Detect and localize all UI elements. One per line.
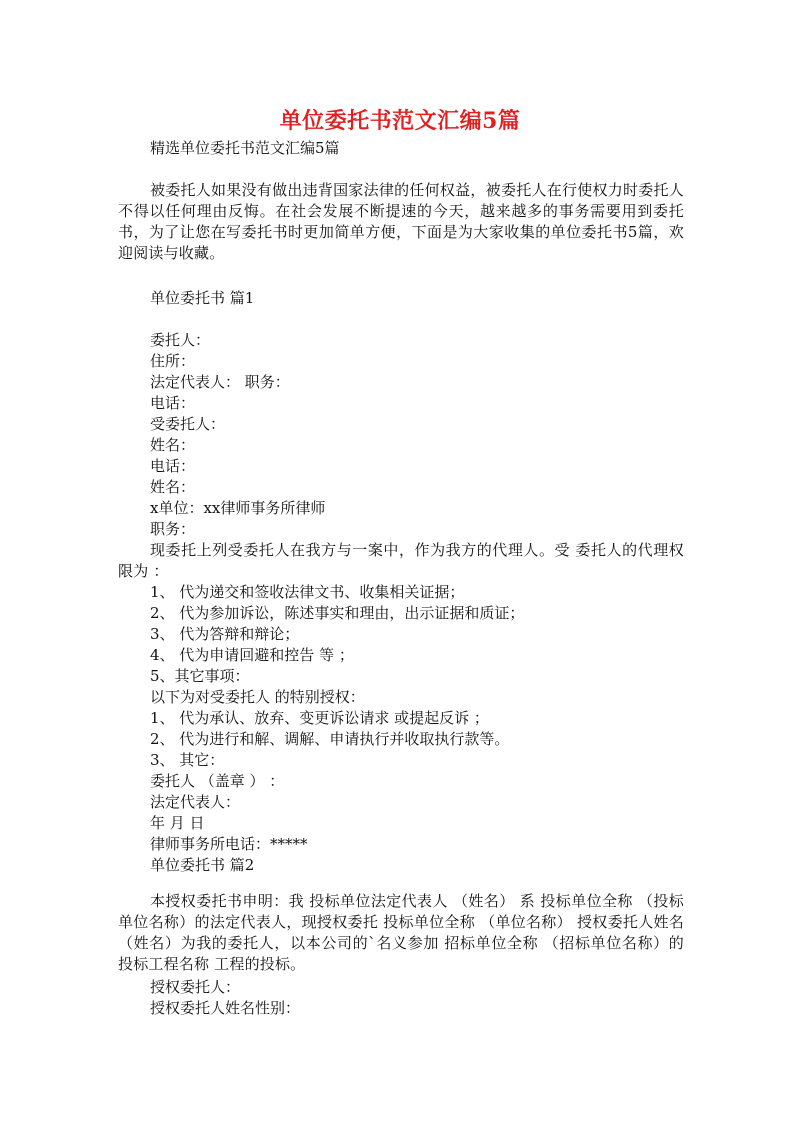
document-title: 单位委托书范文汇编5篇 (279, 108, 521, 134)
list-item: 委托人 （盖章 ） ： (150, 772, 285, 790)
list-item: 1、 代为递交和签收法律文书、收集相关证据； (150, 583, 465, 601)
field-line: 住所： (150, 352, 196, 370)
list-item: 5、其它事项： (150, 667, 250, 685)
list-item: 1、 代为承认、放弃、变更诉讼请求 或提起反诉 ； (150, 709, 489, 727)
document-subtitle: 精选单位委托书范文汇编5篇 (150, 139, 340, 157)
field-line: 职务： (150, 520, 196, 538)
intro-paragraph: 被委托人如果没有做出违背国家法律的任何权益，被委托人在行使权力时委托人不得以任何理由反悔。在社会发展不断提速的今天，越来越多的事务需要用到委托书，为了让您在写委托书时更加简单方便，下面是为大家收集的单位委托书5篇，欢迎阅读与收藏。 (118, 181, 684, 262)
list-item: 律师事务所电话：***** (150, 835, 308, 853)
authorization-paragraph: 现委托上列受委托人在我方与一案中，作为我方的代理人。受 委托人的代理权限为 ： (118, 541, 684, 580)
field-line: 电话： (150, 457, 196, 475)
field-line: 委托人： (150, 331, 211, 349)
field-line: 姓名： (150, 436, 196, 454)
section2-heading: 单位委托书 篇2 (150, 856, 255, 874)
field-line: 授权委托人姓名性别： (150, 999, 301, 1017)
field-line: 法定代表人： 职务： (150, 373, 290, 391)
list-item: 3、 代为答辩和辩论； (150, 625, 300, 643)
statement-paragraph: 本授权委托书申明：我 投标单位法定代表人 （姓名） 系 投标单位全称 （投标单位名称）的法定代表人，现授权委托 投标单位全称 （单位名称） 授权委托人姓名 （姓名）为我的委托人，以本公司的`名义参加 招标单位全称 （招标单位名称）的 投标工程名称 工程的投标。 (118, 892, 684, 973)
list-item: 2、 代为参加诉讼，陈述事实和理由，出示证据和质证； (150, 604, 525, 622)
list-item: 法定代表人： (150, 793, 241, 811)
list-item: 以下为对受委托人 的特别授权： (150, 688, 365, 706)
list-item: 年 月 日 (150, 814, 205, 832)
section1-heading: 单位委托书 篇1 (150, 289, 255, 307)
list-item: 3、 其它： (150, 751, 225, 769)
field-line: 电话： (150, 394, 196, 412)
field-line: 授权委托人： (150, 978, 241, 996)
field-line: x单位：xx律师事务所律师 (150, 499, 326, 517)
field-line: 姓名： (150, 478, 196, 496)
list-item: 4、 代为申请回避和控告 等 ； (150, 646, 354, 664)
list-item: 2、 代为进行和解、调解、申请执行并收取执行款等。 (150, 730, 510, 748)
field-line: 受委托人： (150, 415, 226, 433)
